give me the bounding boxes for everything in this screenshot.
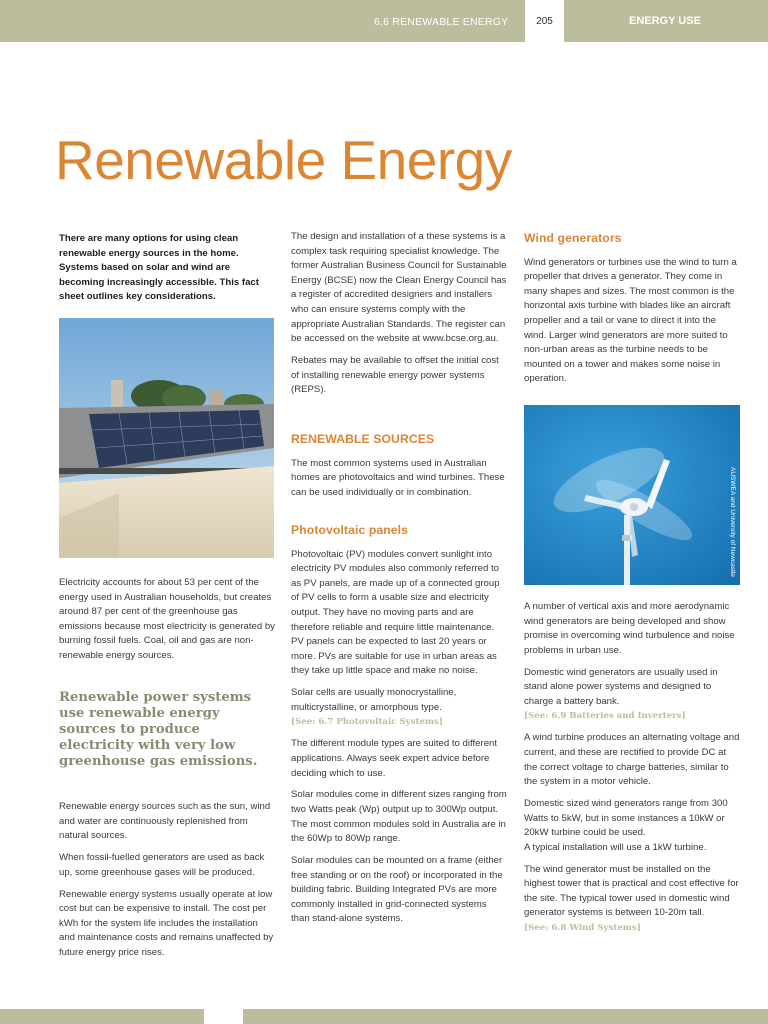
wind-turbine-photo — [524, 405, 740, 585]
column-2-pv — [291, 523, 507, 934]
heading-wind-generators: Wind generators — [524, 231, 622, 245]
page-title: Renewable Energy — [55, 129, 512, 191]
paragraph-rebates: Rebates may be available to offset the initial cost of installing renewable energy power systems (REPS). — [291, 355, 499, 396]
paragraph-typical-installation: A typical installation will use a 1kW turbine. — [524, 841, 707, 853]
solar-panels-illustration — [59, 318, 274, 558]
reference-pv-systems — [291, 715, 507, 730]
column-3-top — [524, 231, 740, 394]
column-2-sources — [291, 432, 507, 508]
solar-panels-photo — [59, 318, 274, 558]
footer-band-left — [0, 1009, 204, 1024]
reference-batteries — [524, 709, 740, 724]
reference-wind — [524, 921, 740, 936]
paragraph-mounting: Solar modules can be mounted on a frame (either free standing or on the roof) or incorporated in the building fabric. Building Integrated PVs are more commonly installed in grid-connected systems than stand-alone systems. — [291, 855, 503, 925]
header-category-label: ENERGY USE — [629, 15, 701, 27]
intro-paragraph: There are many options for using clean renewable energy sources in the home. Systems based on solar and wind are becoming increasingly accessible. This fact sheet outlines key considerations. — [59, 233, 259, 303]
paragraph-vertical-axis: A number of vertical axis and more aerodynamic wind generators are being developed and show promise in overcoming wind turbulence and noise problems in urban use. — [524, 601, 735, 656]
heading-renewable-sources: RENEWABLE SOURCES — [291, 432, 435, 446]
header-section-label: 6.6 RENEWABLE ENERGY — [374, 16, 509, 28]
footer-band-right — [243, 1009, 768, 1024]
wind-turbine-illustration — [524, 405, 740, 585]
paragraph-module-types: The different module types are suited to different applications. Always seek expert advice before deciding which to use. — [291, 738, 498, 779]
paragraph-solar-cells: Solar cells are usually monocrystalline, multicrystalline, or amorphous type. — [291, 687, 457, 713]
column-3-body — [524, 600, 740, 943]
heading-photovoltaic: Photovoltaic panels — [291, 523, 409, 537]
paragraph-common-systems: The most common systems used in Australian homes are photovoltaics and wind turbines. These can be used individually or in combination. — [291, 457, 505, 498]
pullquote-block — [59, 690, 275, 777]
paragraph-pv-modules: Photovoltaic (PV) modules convert sunlight into electricity PV modules also commonly referred to as PV panels, are made up of a connected group of PV cells to form a usable size and electricity output. They have no moving parts and are therefore reliable and require little maintenance. PV panels can be expected to last 20 years or more. PVs are suitable for use in urban areas as they take up little space and make no noise. — [291, 548, 500, 677]
reference-wind-link[interactable]: [See: 6.8 Wind Systems] — [524, 923, 641, 934]
photo-credit: AUSWEA and University of Newcastle — [729, 467, 736, 577]
reference-pv-link[interactable]: [See: 6.7 Photovoltaic Systems] — [291, 717, 443, 728]
reference-batteries-link[interactable]: [See: 6.9 Batteries and Inverters] — [524, 711, 686, 722]
page-number: 205 — [536, 16, 553, 27]
pullquote: Renewable power systems use renewable energy sources to produce electricity with very low greenhouse gas emissions. — [59, 690, 258, 769]
paragraph-wind-generators: Wind generators or turbines use the wind to turn a propeller that drives a generator. They come in many shapes and sizes. The most common is the horizontal axis turbine with blades like an aircraft propeller and a tail or vane to direct it into the wind. Larger wind generators are more suited to non-urban areas as the turbine needs to be mounted on a tower and makes some noise in operation. — [524, 256, 737, 385]
paragraph-domestic-use: Domestic wind generators are usually used in stand alone power systems and designed to charge a battery bank. — [524, 666, 718, 707]
column-1-top — [59, 232, 275, 312]
paragraph-design-installation: The design and installation of a these systems is a complex task requiring specialist knowledge. The former Australian Business Council for Sustainable Energy (BCSE) now the Clean Energy Council has a register of accredited designers and installers who can ensure systems comply with the appropriate Australian Standards. The register can be accessed on the website at www.bcse.org.au. — [291, 231, 507, 345]
paragraph-electricity: Electricity accounts for about 53 per cent of the energy used in Australian households, but creates around 87 per cent of the greenhouse gas emissions because most electricity is generated by burning fossil fuels. Coal, oil and gas are non-renewable energy sources. — [59, 577, 275, 661]
paragraph-fossil-backup: When fossil-fuelled generators are used as back up, some greenhouse gases will be produced. — [59, 852, 265, 878]
column-1-body — [59, 576, 275, 671]
paragraph-tower: The wind generator must be installed on the highest tower that is practical and cost effective for the site. The typical tower used in domestic wind generator systems is between 10-20m tall. — [524, 863, 739, 919]
paragraph-sizes: Domestic sized wind generators range from 300 Watts to 5kW, but in some instances a 10kW or 20kW turbine could be used. — [524, 798, 728, 839]
paragraph-costs: Renewable energy systems usually operate at low cost but can be expensive to install. The cost per kWh for the system life includes the installation and maintenance costs and remains unaffected by future energy price rises. — [59, 888, 274, 958]
paragraph-alternating-voltage: A wind turbine produces an alternating voltage and current, and these are rectified to provide DC at the correct voltage to charge batteries, similar to the system in a motor vehicle. — [524, 732, 740, 788]
column-1-bottom — [59, 800, 275, 968]
paragraph-module-sizes: Solar modules come in different sizes ranging from two Watts peak (Wp) output up to 300Wp output. The most common modules sold in Australia are in the 60Wp to 80Wp range. — [291, 789, 507, 845]
paragraph-renewable-sources: Renewable energy sources such as the sun, wind and water are continuously replenished from natural sources. — [59, 801, 271, 842]
column-2-top — [291, 230, 507, 405]
